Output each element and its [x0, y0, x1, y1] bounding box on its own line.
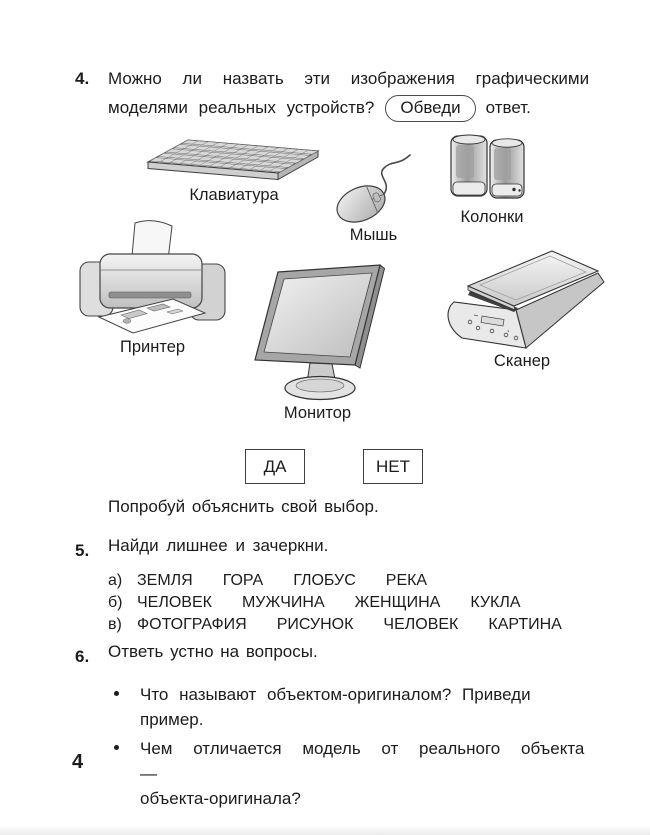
question-4-line2	[108, 93, 589, 122]
q6-bullet-2-line2: объекта-оригинала?	[140, 789, 301, 808]
q5-row-v	[108, 614, 600, 636]
question-6-number: 6.	[75, 647, 90, 666]
circled-word: Обведи	[385, 95, 475, 122]
question-5-number: 5.	[75, 541, 90, 560]
device-label-monitor: Монитор	[283, 404, 352, 422]
q5-word[interactable]: ЧЕЛОВЕК	[383, 616, 459, 633]
q6-bullet-1-text: Что называют объектом-оригиналом? Приведи пример.	[140, 685, 531, 729]
q5-word[interactable]: РЕКА	[385, 572, 428, 589]
question-4-line2-after: ответ.	[485, 98, 531, 117]
q5-word[interactable]: КАРТИНА	[488, 616, 562, 633]
no-answer-box[interactable]	[363, 449, 423, 484]
q5-word[interactable]: ГЛОБУС	[293, 572, 356, 589]
device-figure-speakers	[448, 130, 536, 227]
mouse-illustration	[326, 150, 421, 224]
device-label-scanner: Сканер	[493, 352, 551, 370]
bullet-icon	[114, 745, 119, 750]
speakers-illustration	[448, 130, 536, 206]
scanner-illustration	[438, 246, 606, 350]
q5-row-a-marker: а)	[108, 572, 123, 589]
device-figure-mouse	[326, 150, 421, 245]
q5-word[interactable]: ЧЕЛОВЕК	[137, 594, 212, 611]
device-figure-printer	[75, 220, 230, 357]
q5-word[interactable]: ФОТОГРАФИЯ	[137, 616, 247, 633]
q5-word[interactable]: ЗЕМЛЯ	[137, 572, 193, 589]
question-6-title: Ответь устно на вопросы.	[108, 642, 318, 661]
device-label-speakers: Колонки	[460, 208, 524, 226]
yes-answer-box[interactable]	[245, 449, 305, 484]
q5-word[interactable]: КУКЛА	[470, 594, 521, 611]
no-label: НЕТ	[376, 456, 410, 476]
page-bottom-shadow	[0, 825, 650, 835]
question-4-line2-before: моделями реальных устройств?	[108, 98, 375, 117]
question-5-title: Найди лишнее и зачеркни.	[108, 536, 329, 555]
yes-label: ДА	[263, 456, 287, 476]
keyboard-illustration	[138, 132, 330, 184]
q6-bullet-1	[108, 682, 605, 732]
q5-row-b	[108, 592, 600, 614]
device-figure-keyboard	[138, 132, 330, 205]
device-figure-monitor	[250, 262, 385, 423]
q5-row-b-marker: б)	[108, 594, 123, 611]
question-6	[75, 642, 605, 815]
question-4-followup: Попробуй объяснить свой выбор.	[108, 497, 379, 516]
question-4-number: 4.	[75, 69, 90, 88]
q5-row-v-marker: в)	[108, 616, 122, 633]
q6-bullet-2	[108, 736, 605, 811]
q5-word[interactable]: РИСУНОК	[276, 616, 354, 633]
bullet-icon	[114, 691, 119, 696]
device-label-mouse: Мышь	[349, 226, 398, 244]
question-5	[75, 536, 600, 636]
printer-illustration	[75, 220, 230, 336]
device-figure-scanner	[438, 246, 606, 371]
q5-word[interactable]: МУЖЧИНА	[241, 594, 325, 611]
question-4	[75, 64, 595, 122]
monitor-illustration	[250, 262, 385, 402]
page-number: 4	[72, 751, 84, 773]
q5-word[interactable]: ЖЕНЩИНА	[354, 594, 441, 611]
device-label-printer: Принтер	[119, 338, 186, 356]
q5-word[interactable]: ГОРА	[222, 572, 264, 589]
question-4-line1: Можно ли назвать эти изображения графическими	[108, 69, 590, 88]
device-label-keyboard: Клавиатура	[189, 186, 279, 204]
q6-bullet-2-line1: Чем отличается модель от реального объекта —	[140, 739, 585, 783]
q5-row-a	[108, 570, 600, 592]
